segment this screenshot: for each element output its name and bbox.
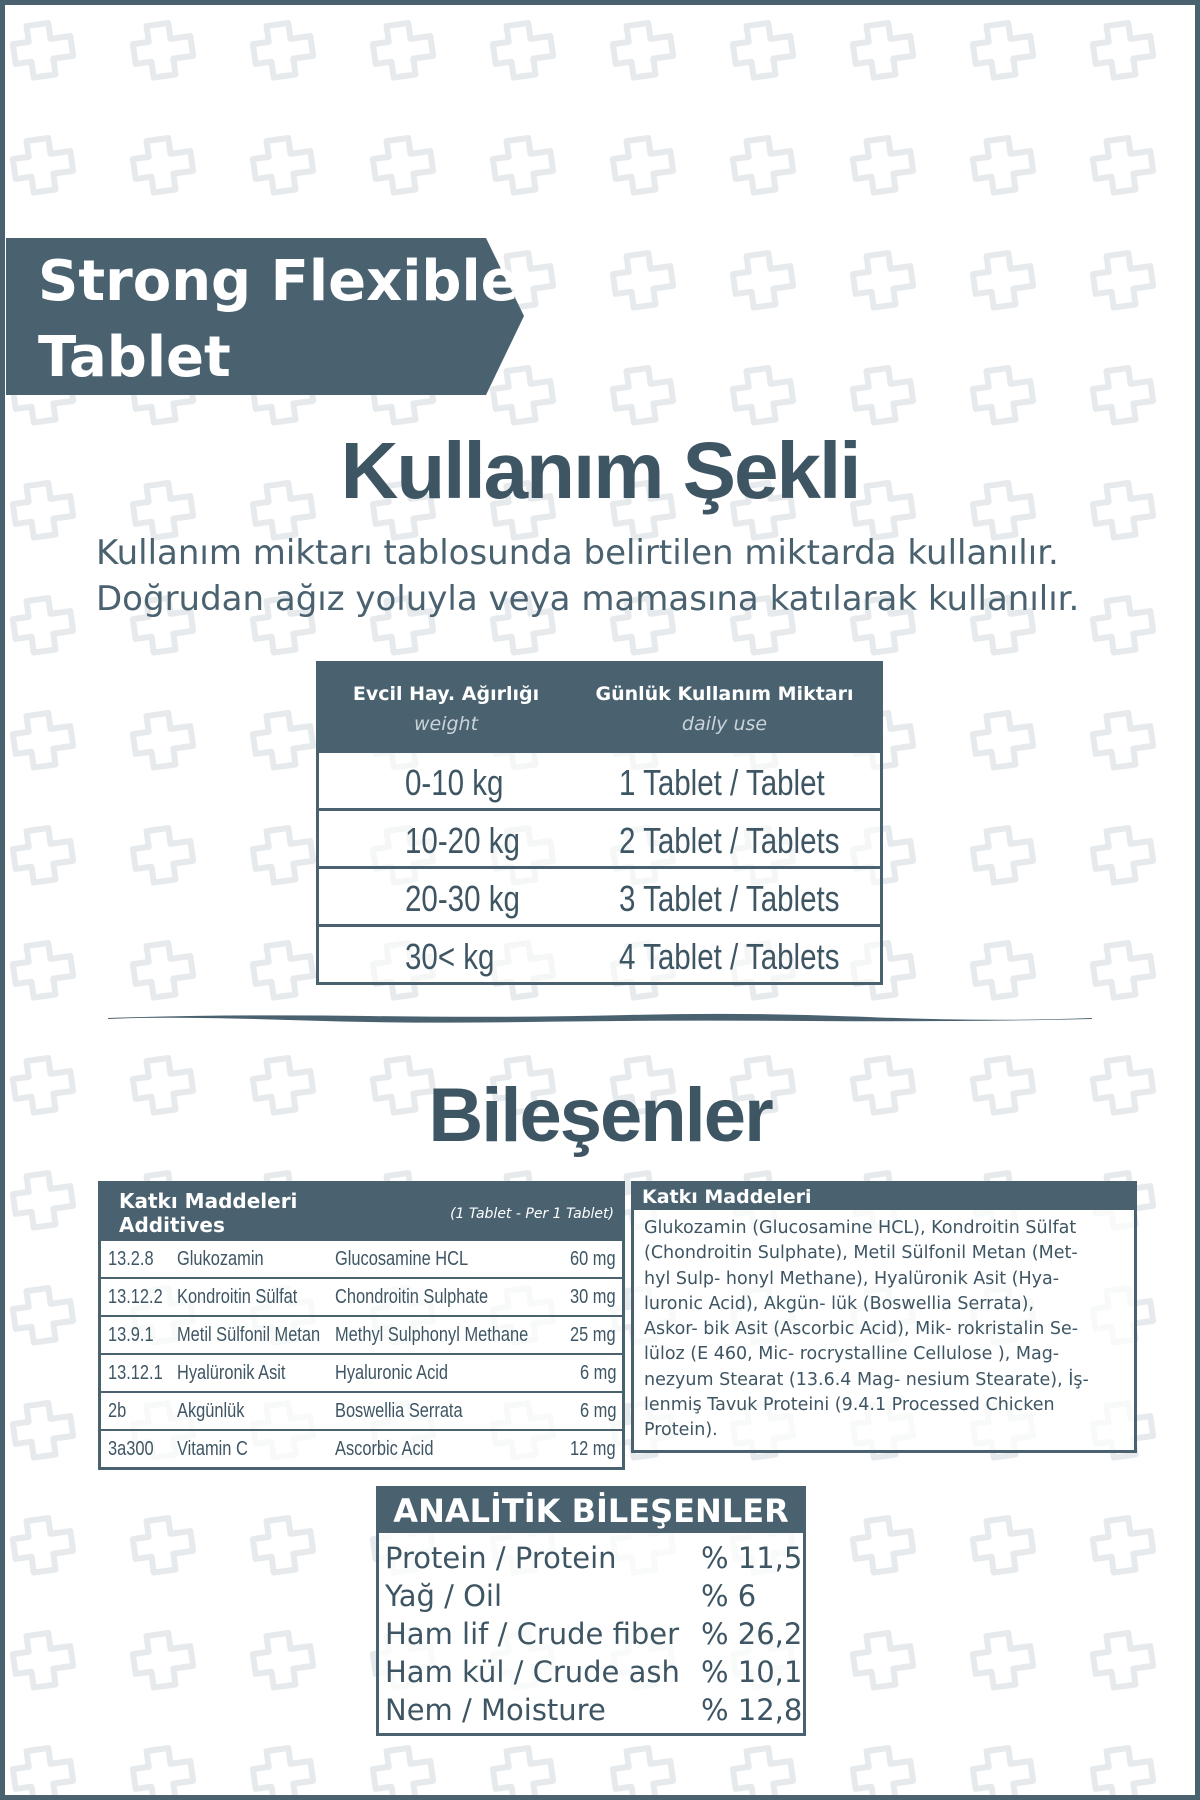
- analytic-label: Yağ / Oil: [385, 1579, 503, 1613]
- additive-row: [101, 1393, 622, 1431]
- ingredients-heading: Bileşenler: [428, 1073, 772, 1158]
- dosage-row: [316, 869, 883, 927]
- dosage-amount: 3 Tablet / Tablets: [619, 878, 840, 919]
- additive-name-en: Glucosamine HCL: [335, 1248, 469, 1270]
- additive-name-tr: Metil Sülfonil Metan: [177, 1324, 321, 1346]
- composition-line: Protein).: [644, 1420, 718, 1441]
- analytic-label: Ham lif / Crude fiber: [385, 1617, 680, 1651]
- composition-box: [631, 1181, 1137, 1453]
- additive-code: 2b: [108, 1400, 127, 1422]
- dosage-row: [316, 753, 883, 811]
- additive-row: [101, 1431, 622, 1467]
- composition-line: Glukozamin (Glucosamine HCL), Kondroitin Sülfat: [644, 1218, 1077, 1238]
- usage-line: Kullanım miktarı tablosunda belirtilen miktarda kullanılır.: [96, 533, 1059, 573]
- additives-title-en: Additives: [119, 1213, 225, 1237]
- additive-row: [101, 1317, 622, 1355]
- dosage-row: [316, 811, 883, 869]
- additive-code: 3a300: [108, 1438, 154, 1460]
- additive-amount: 6 mg: [579, 1362, 616, 1384]
- additive-code: 13.12.1: [108, 1362, 163, 1384]
- composition-line: Askor- bik Asit (Ascorbic Acid), Mik- rokristalin Se-: [644, 1319, 1079, 1340]
- analytic-row: [379, 1613, 803, 1651]
- additive-amount: 12 mg: [570, 1438, 616, 1460]
- usage-heading: Kullanım Şekli: [340, 426, 860, 515]
- additive-row: [101, 1355, 622, 1393]
- dosage-table: [316, 661, 883, 985]
- product-title: [38, 244, 519, 396]
- dosage-amount: 2 Tablet / Tablets: [619, 820, 840, 861]
- additives-table-header: [101, 1184, 622, 1241]
- usage-line: Doğrudan ağız yoluyla veya mamasına katılarak kullanılır.: [96, 579, 1080, 619]
- dosage-amount: 4 Tablet / Tablets: [619, 936, 840, 977]
- weight-header-subtitle: weight: [413, 713, 479, 735]
- composition-line: (Chondroitin Sulphate), Metil Sülfonil Metan (Met-: [644, 1243, 1078, 1264]
- product-title-line1: Strong Flexible: [38, 249, 519, 314]
- daily-use-column-header: [566, 683, 883, 735]
- dosage-amount: 1 Tablet / Tablet: [619, 762, 825, 803]
- daily-use-header-subtitle: daily use: [681, 713, 768, 735]
- additive-amount: 30 mg: [570, 1286, 616, 1308]
- analytic-title: ANALİTİK BİLEŞENLER: [379, 1489, 803, 1533]
- additive-code: 13.2.8: [108, 1248, 154, 1270]
- composition-line: lüloz (E 460, Mic- rocrystalline Cellulose ), Mag-: [644, 1344, 1060, 1365]
- additive-name-tr: Kondroitin Sülfat: [177, 1286, 298, 1308]
- product-title-line2: Tablet: [38, 325, 231, 390]
- dosage-weight: 20-30 kg: [405, 878, 520, 919]
- additive-name-tr: Vitamin C: [177, 1438, 248, 1460]
- composition-line: nezyum Stearat (13.6.4 Mag- nesium Stearate), İş-: [644, 1369, 1089, 1390]
- composition-line: hyl Sulp- honyl Methane), Hyalüronik Asit (Hya-: [644, 1268, 1060, 1289]
- composition-text: [634, 1210, 1134, 1444]
- additive-name-en: Hyaluronic Acid: [335, 1362, 449, 1384]
- additives-per-tablet: (1 Tablet - Per 1 Tablet): [450, 1206, 614, 1222]
- additive-name-en: Boswellia Serrata: [335, 1400, 463, 1422]
- analytic-label: Nem / Moisture: [385, 1693, 606, 1727]
- additive-amount: 25 mg: [570, 1324, 616, 1346]
- analytic-value: % 12,8: [701, 1693, 803, 1727]
- analytic-box: [376, 1486, 806, 1736]
- composition-line: luronic Acid), Akgün- lük (Boswellia Serrata),: [644, 1293, 1035, 1314]
- additive-code: 13.12.2: [108, 1286, 163, 1308]
- analytic-row: [379, 1689, 803, 1727]
- analytic-label: Protein / Protein: [385, 1541, 617, 1575]
- composition-title: Katkı Maddeleri: [634, 1184, 1134, 1210]
- dosage-row: [316, 927, 883, 985]
- analytic-value: % 26,2: [701, 1617, 803, 1651]
- product-title-banner: [6, 238, 526, 395]
- additive-code: 13.9.1: [108, 1324, 154, 1346]
- additive-name-en: Methyl Sulphonyl Methane: [335, 1324, 529, 1346]
- additive-name-tr: Hyalüronik Asit: [177, 1362, 286, 1384]
- analytic-row: [379, 1651, 803, 1689]
- daily-use-header-title: Günlük Kullanım Miktarı: [595, 683, 854, 705]
- weight-header-title: Evcil Hay. Ağırlığı: [352, 683, 540, 705]
- analytic-row: [379, 1537, 803, 1575]
- additives-table: [98, 1181, 625, 1470]
- additive-name-tr: Akgünlük: [177, 1400, 245, 1422]
- dosage-weight: 30< kg: [405, 936, 495, 977]
- additive-amount: 60 mg: [570, 1248, 616, 1270]
- dosage-weight: 0-10 kg: [405, 762, 504, 803]
- additive-row: [101, 1279, 622, 1317]
- analytic-value: % 10,1: [701, 1655, 803, 1689]
- additive-row: [101, 1241, 622, 1279]
- additive-name-en: Chondroitin Sulphate: [335, 1286, 489, 1308]
- dosage-weight: 10-20 kg: [405, 820, 520, 861]
- additives-title-tr: Katkı Maddeleri: [119, 1189, 298, 1213]
- dosage-table-header: [316, 661, 883, 753]
- analytic-label: Ham kül / Crude ash: [385, 1655, 680, 1689]
- weight-column-header: [316, 683, 576, 735]
- analytic-value: % 11,5: [701, 1541, 803, 1575]
- analytic-value: % 6: [701, 1579, 757, 1613]
- additive-name-tr: Glukozamin: [177, 1248, 264, 1270]
- brush-divider: [108, 1012, 1092, 1024]
- composition-line: lenmiş Tavuk Proteini (9.4.1 Processed Chicken: [644, 1395, 1055, 1416]
- analytic-row: [379, 1575, 803, 1613]
- additives-title: [119, 1189, 297, 1237]
- additive-name-en: Ascorbic Acid: [335, 1438, 434, 1460]
- additive-amount: 6 mg: [579, 1400, 616, 1422]
- usage-instructions: [96, 530, 1146, 622]
